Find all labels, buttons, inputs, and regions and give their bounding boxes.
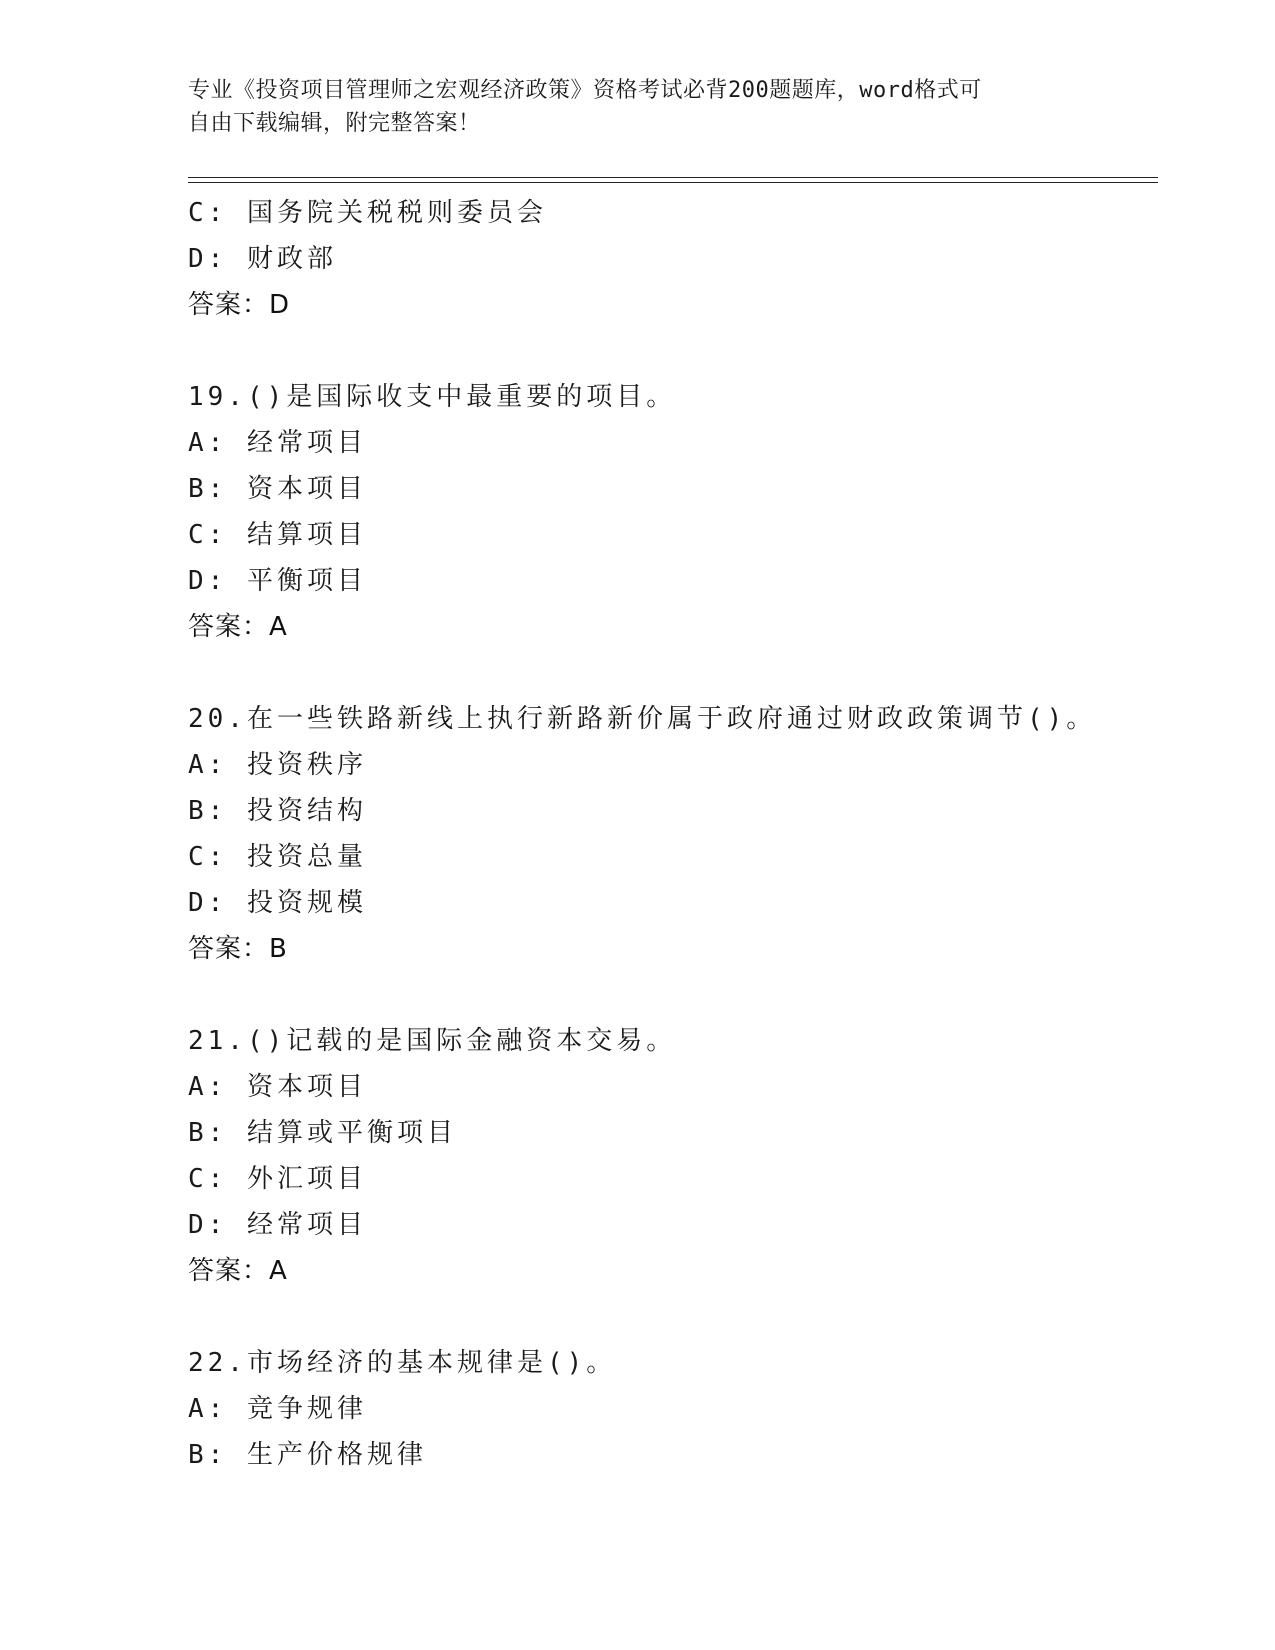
option-d: D: 平衡项目: [188, 566, 367, 596]
question-list: [188, 190, 1148, 1478]
option-c: C: 国务院关税税则委员会: [188, 198, 547, 228]
question-18-tail: [188, 190, 1148, 328]
document-header: [188, 74, 1088, 140]
answer: 答案：D: [188, 290, 291, 320]
spacer: [188, 328, 1148, 374]
header-line-1: 专业《投资项目管理师之宏观经济政策》资格考试必背200题题库，word格式可: [188, 78, 982, 103]
option-c: C: 投资总量: [188, 842, 367, 872]
header-line-2: 自由下载编辑，附完整答案！: [188, 111, 481, 136]
question-stem: 22.市场经济的基本规律是()。: [188, 1348, 617, 1378]
question-stem: 21.()记载的是国际金融资本交易。: [188, 1026, 677, 1056]
question-21: [188, 1018, 1148, 1294]
header-divider-bottom: [188, 182, 1158, 183]
option-b: B: 资本项目: [188, 474, 367, 504]
question-20: [188, 696, 1148, 972]
spacer: [188, 650, 1148, 696]
option-a: A: 资本项目: [188, 1072, 367, 1102]
option-b: B: 结算或平衡项目: [188, 1118, 457, 1148]
question-stem: 19.()是国际收支中最重要的项目。: [188, 382, 677, 412]
answer: 答案：B: [188, 934, 288, 964]
option-a: A: 竞争规律: [188, 1394, 367, 1424]
option-d: D: 财政部: [188, 244, 337, 274]
spacer: [188, 1294, 1148, 1340]
option-b: B: 生产价格规律: [188, 1440, 427, 1470]
spacer: [188, 972, 1148, 1018]
answer: 答案：A: [188, 612, 288, 642]
option-b: B: 投资结构: [188, 796, 367, 826]
question-stem: 20.在一些铁路新线上执行新路新价属于政府通过财政政策调节()。: [188, 704, 1097, 734]
header-divider-top: [188, 177, 1158, 178]
question-19: [188, 374, 1148, 650]
option-a: A: 经常项目: [188, 428, 367, 458]
option-c: C: 外汇项目: [188, 1164, 367, 1194]
option-a: A: 投资秩序: [188, 750, 367, 780]
option-d: D: 投资规模: [188, 888, 367, 918]
answer: 答案：A: [188, 1256, 288, 1286]
option-c: C: 结算项目: [188, 520, 367, 550]
option-d: D: 经常项目: [188, 1210, 367, 1240]
question-22: [188, 1340, 1148, 1478]
